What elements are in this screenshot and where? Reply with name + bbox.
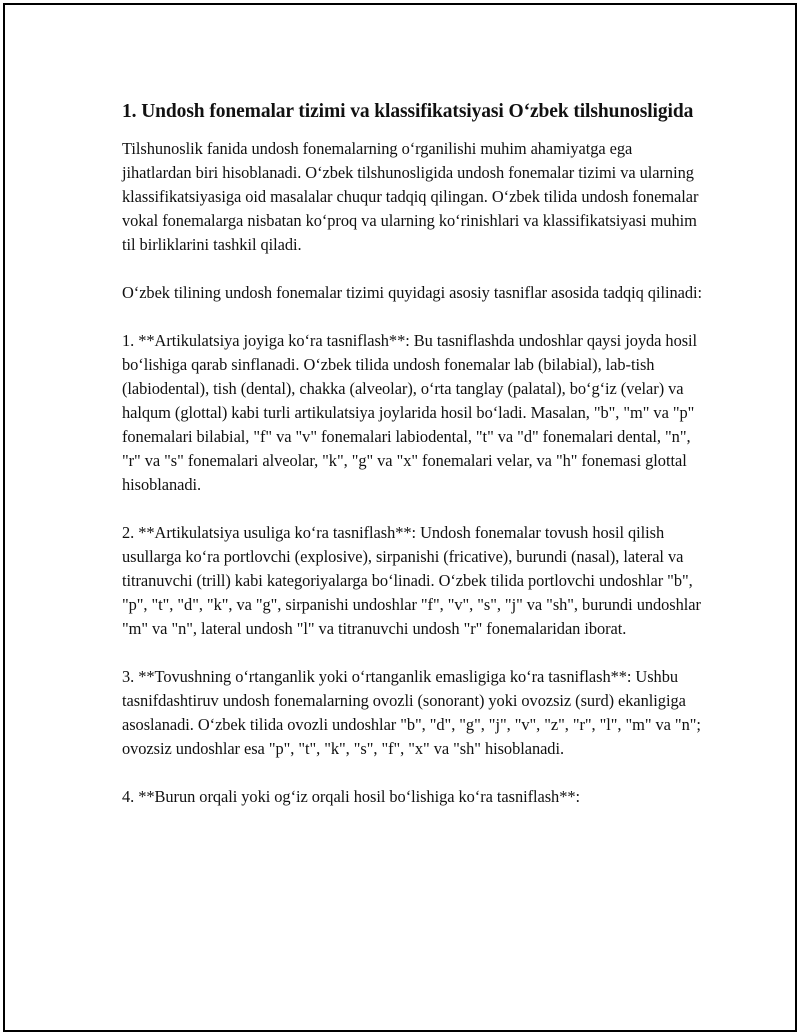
document-page xyxy=(3,3,797,1032)
section-heading: 1. Undosh fonemalar tizimi va klassifikatsiyasi O‘zbek tilshunosligida xyxy=(122,101,694,122)
paragraph-voicing: 3. **Tovushning o‘rtanganlik yoki o‘rtanganlik emasligiga ko‘ra tasniflash**: Ushbu tasnifdashtiruv undosh fonemalarning ovozli (sonorant) yoki ovozsiz (surd) ekanligiga asoslanadi. O‘zbek tilida ovozli undoshlar "b", "d", "g", "j", "v", "z", "r", "l", "m" va "n"; ovozsiz undoshlar esa "p", "t", "k", "s", "f", "x" va "sh" hisoblanadi. xyxy=(122,667,701,758)
paragraph-manner-of-articulation: 2. **Artikulatsiya usuliga ko‘ra tasniflash**: Undosh fonemalar tovush hosil qilish usullarga ko‘ra portlovchi (explosive), sirpanishi (fricative), burundi (nasal), lateral va titranuvchi (trill) kabi kategoriyalarga bo‘linadi. O‘zbek tilida portlovchi undoshlar "b", "p", "t", "d", "k", va "g", sirpanishi undoshlar "f", "v", "s", "j" va "sh", burundi undoshlar "m" va "n", lateral undosh "l" va titranuvchi undosh "r" fonemalaridan iborat. xyxy=(122,523,701,638)
document-body xyxy=(122,98,702,833)
paragraph-intro: Tilshunoslik fanida undosh fonemalarning o‘rganilishi muhim ahamiyatga ega jihatlardan biri hisoblanadi. O‘zbek tilshunosligida undosh fonemalar tizimi va ularning klassifikatsiyasiga oid masalalar chuqur tadqiq qilingan. O‘zbek tilida undosh fonemalar vokal fonemalarga nisbatan ko‘proq va ularning ko‘rinishlari va klassifikatsiyasi muhim til birliklarini tashkil qiladi. xyxy=(122,139,699,254)
paragraph-overview: O‘zbek tilining undosh fonemalar tizimi quyidagi asosiy tasniflar asosida tadqiq qilinadi: xyxy=(122,283,702,302)
paragraph-place-of-articulation: 1. **Artikulatsiya joyiga ko‘ra tasniflash**: Bu tasniflashda undoshlar qaysi joyda hosil bo‘lishiga qarab sinflanadi. O‘zbek tilida undosh fonemalar lab (bilabial), lab-tish (labiodental), tish (dental), chakka (alveolar), o‘rta tanglay (palatal), bo‘g‘iz (velar) va halqum (glottal) kabi turli artikulatsiya joylarida hosil bo‘ladi. Masalan, "b", "m" va "p" fonemalari bilabial, "f" va "v" fonemalari labiodental, "t" va "d" fonemalari dental, "n", "r" va "s" fonemalari alveolar, "k", "g" va "x" fonemalari velar, va "h" fonemasi glottal hisoblanadi. xyxy=(122,331,698,494)
paragraph-nasal-oral: 4. **Burun orqali yoki og‘iz orqali hosil bo‘lishiga ko‘ra tasniflash**: xyxy=(122,787,580,806)
